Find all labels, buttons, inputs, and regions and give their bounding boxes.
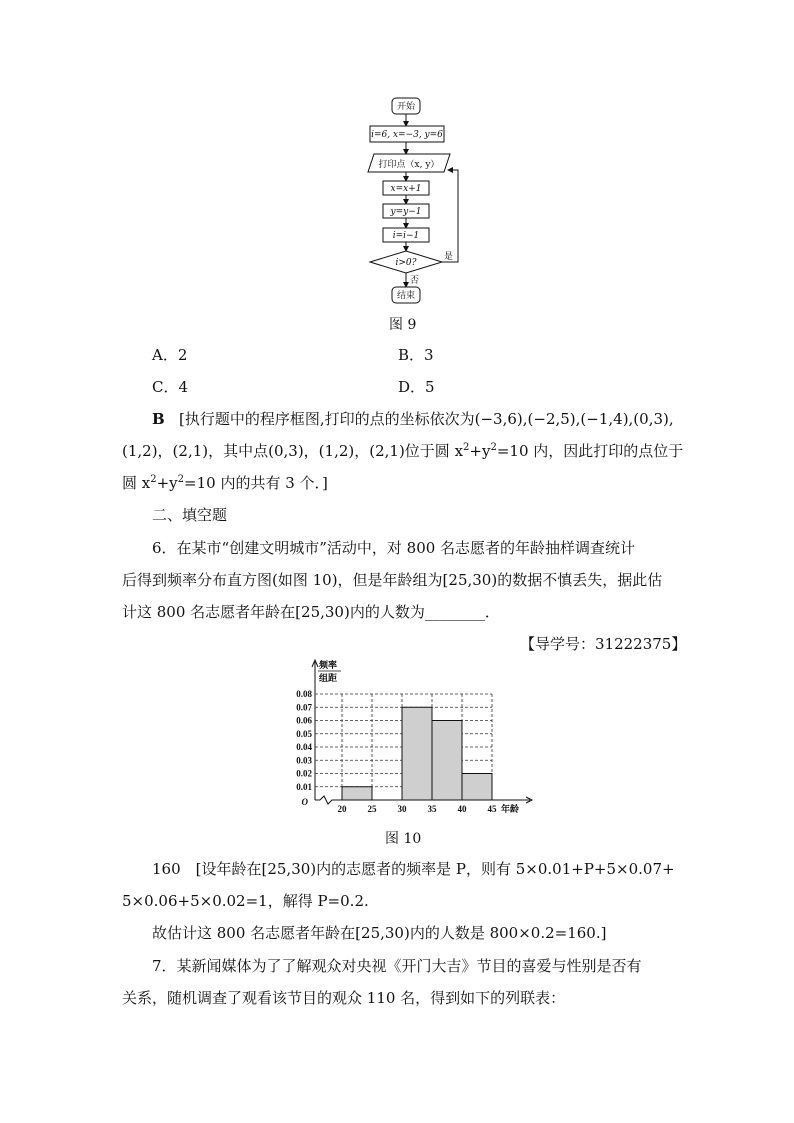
y-tick-label: 0.03 <box>296 755 312 766</box>
q5-solution-text1: [执行题中的程序框图,打印的点的坐标依次为(−3,6),(−2,5),(−1,4),(0,3), <box>179 410 674 428</box>
q5-solution-line3 <box>122 468 328 498</box>
flow-step-i-text: i=i−1 <box>392 231 420 241</box>
q5-sol3-mid: +y <box>156 474 178 492</box>
section-title: 二、填空题 <box>152 506 228 524</box>
x-tick-label: 25 <box>367 804 377 814</box>
option-c: C．4 <box>152 378 189 396</box>
histogram-chart <box>280 658 540 818</box>
y-tick-label: 0.01 <box>296 781 312 792</box>
q5-sup: 2 <box>150 474 157 485</box>
x-tick-label: 40 <box>457 804 467 814</box>
q5-sup: 2 <box>177 474 185 485</box>
histogram-bar <box>342 787 372 800</box>
flowchart-figure <box>360 92 470 310</box>
q5-sup: 2 <box>463 442 470 453</box>
y-tick-label: 0.07 <box>296 702 312 713</box>
histogram-bar <box>462 774 492 801</box>
q7-line1: 7．某新闻媒体为了了解观众对央视《开门大吉》节目的喜爱与性别是否有 <box>152 957 642 975</box>
q6-solution-line1: 160 [设年龄在[25,30)内的志愿者的频率是 P，则有 5×0.01+P+5×0.07+ <box>152 860 675 878</box>
y-tick-label: 0.04 <box>296 742 312 752</box>
flow-no-label: 否 <box>410 276 420 286</box>
flow-end-text: 结束 <box>396 291 416 301</box>
q5-sol3-pre: 圆 x <box>122 474 151 492</box>
y-tick-label: 0.02 <box>296 768 312 779</box>
histogram-bar <box>402 707 432 800</box>
x-axis-label: 年龄 <box>500 804 520 814</box>
q5-sol3-end: =10 内的共有 3 个．] <box>184 474 328 492</box>
y-tick-label: 0.06 <box>296 715 312 726</box>
y-axis-label-top: 频率 <box>319 660 338 670</box>
x-tick-label: 30 <box>397 804 407 814</box>
x-tick-label: 35 <box>427 804 437 814</box>
q6-guide-number: 【导学号：31222375】 <box>520 635 687 653</box>
q5-solution-line1 <box>152 404 674 434</box>
q5-sol2-end: =10 内，因此打印的点位于 <box>496 442 684 460</box>
histogram-bar <box>432 721 462 801</box>
y-tick-label: 0.05 <box>296 728 312 739</box>
x-tick-label: 45 <box>487 804 497 814</box>
flow-yes-label: 是 <box>444 252 454 262</box>
q5-sol2-post: +y <box>469 442 491 460</box>
flow-step-x-text: x=x+1 <box>390 184 422 194</box>
option-a: A．2 <box>152 346 188 364</box>
option-b: B．3 <box>398 346 434 364</box>
option-d: D．5 <box>398 378 435 396</box>
q6-solution-line2: 5×0.06+5×0.02=1，解得 P=0.2. <box>122 892 369 910</box>
x-tick-label: 20 <box>337 804 347 814</box>
q5-solution-line2 <box>122 436 683 466</box>
y-axis-label-bottom: 组距 <box>319 673 338 683</box>
y-tick-label: 0.08 <box>296 689 312 699</box>
origin-label: O <box>301 797 308 807</box>
q5-sol2-pre: (1,2)，(2,1)，其中点(0,3)，(1,2)，(2,1)位于圆 x <box>122 442 464 460</box>
figure9-caption: 图 9 <box>389 317 417 333</box>
q6-line1: 6．在某市“创建文明城市”活动中，对 800 名志愿者的年龄抽样调查统计 <box>152 539 636 557</box>
flow-start-text: 开始 <box>396 102 416 112</box>
figure10-caption: 图 10 <box>385 831 422 847</box>
q6-solution-line3: 故估计这 800 名志愿者年龄在[25,30)内的人数是 800×0.2=160.] <box>152 924 607 942</box>
q5-answer-letter: B <box>152 410 165 428</box>
q6-line3: 计这 800 名志愿者年龄在[25,30)内的人数为________． <box>122 603 500 621</box>
q5-sup: 2 <box>490 442 497 453</box>
flow-cond-text: i>0? <box>395 258 417 268</box>
flow-init-text: i=6, x=−3, y=6 <box>371 130 443 140</box>
q6-line2: 后得到频率分布直方图(如图 10)，但是年龄组为[25,30)的数据不慎丢失，据此估 <box>122 571 663 589</box>
flow-print-text: 打印点（x, y） <box>378 160 440 170</box>
flow-step-y-text: y=y−1 <box>390 207 422 217</box>
q7-line2: 关系，随机调查了观看该节目的观众 110 名，得到如下的列联表： <box>122 989 566 1007</box>
